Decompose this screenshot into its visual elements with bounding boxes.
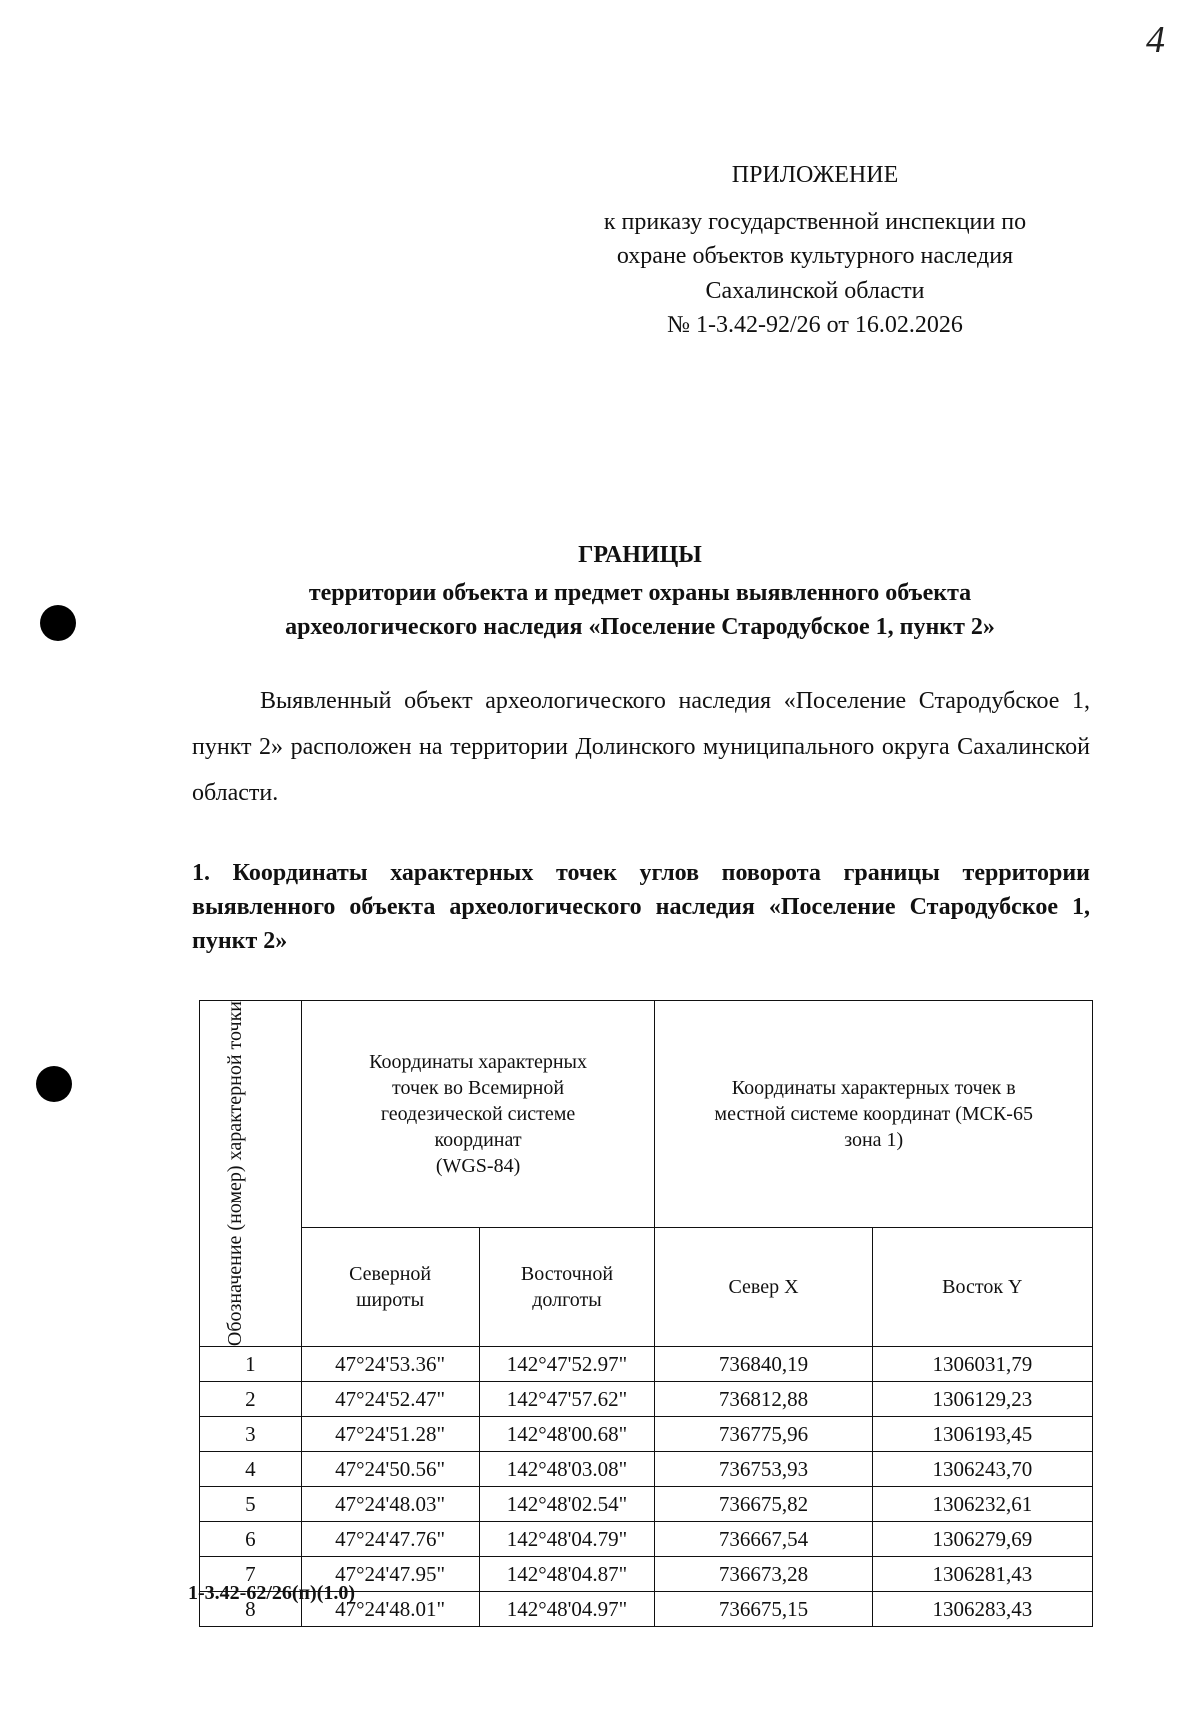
table-row	[200, 1382, 1093, 1417]
cell-longitude: 142°48'00.68"	[479, 1417, 655, 1452]
table-row	[200, 1347, 1093, 1382]
header-latitude	[301, 1228, 479, 1347]
punch-hole	[40, 605, 76, 641]
cell-longitude: 142°47'52.97"	[479, 1347, 655, 1382]
cell-east-y: 1306129,23	[872, 1382, 1092, 1417]
cell-point-number: 6	[200, 1522, 302, 1557]
cell-latitude: 47°24'53.36"	[301, 1347, 479, 1382]
page-number: 4	[1146, 19, 1165, 61]
appendix-order-number: № 1-3.42-92/26 от 16.02.2026	[667, 312, 963, 338]
appendix-title: ПРИЛОЖЕНИЕ	[731, 162, 899, 188]
cell-latitude: 47°24'47.76"	[301, 1522, 479, 1557]
header-wgs84-label: Координаты характерных точек во Всемирной геодезической системе координат	[369, 1051, 587, 1151]
appendix-line: Сахалинской области	[705, 277, 925, 304]
intro-paragraph: Выявленный объект археологического наследия «Поселение Стародубское 1, пункт 2» расположен на территории Долинского муниципального округа Сахалинской области.	[192, 688, 1090, 806]
cell-east-y: 1306193,45	[872, 1417, 1092, 1452]
table-row	[200, 1452, 1093, 1487]
table-row	[200, 1417, 1093, 1452]
cell-longitude: 142°48'03.08"	[479, 1452, 655, 1487]
heading-title: ГРАНИЦЫ	[578, 542, 702, 568]
cell-east-y: 1306281,43	[872, 1557, 1092, 1592]
cell-point-number: 2	[200, 1382, 302, 1417]
header-latitude-label: Северной широты	[349, 1263, 432, 1312]
header-longitude	[479, 1228, 655, 1347]
appendix-line: к приказу государственной инспекции по	[603, 208, 1027, 235]
table-row	[200, 1522, 1093, 1557]
cell-east-y: 1306232,61	[872, 1487, 1092, 1522]
cell-latitude: 47°24'48.03"	[301, 1487, 479, 1522]
cell-longitude: 142°47'57.62"	[479, 1382, 655, 1417]
cell-latitude: 47°24'48.01"	[301, 1592, 479, 1627]
cell-east-y: 1306031,79	[872, 1347, 1092, 1382]
appendix-line: охране объектов культурного наследия	[616, 243, 1014, 269]
cell-north-x: 736667,54	[655, 1522, 872, 1557]
cell-point-number: 8	[200, 1592, 302, 1627]
heading-line: территории объекта и предмет охраны выявленного объекта	[308, 580, 972, 606]
cell-point-number: 7	[200, 1557, 302, 1592]
cell-east-y: 1306243,70	[872, 1452, 1092, 1487]
appendix-block	[560, 158, 1070, 343]
cell-latitude: 47°24'51.28"	[301, 1417, 479, 1452]
header-wgs84	[301, 1001, 655, 1228]
cell-longitude: 142°48'04.79"	[479, 1522, 655, 1557]
header-wgs84-suffix: (WGS-84)	[435, 1155, 521, 1177]
cell-point-number: 1	[200, 1347, 302, 1382]
punch-hole	[36, 1066, 72, 1102]
cell-north-x: 736675,15	[655, 1592, 872, 1627]
header-longitude-label: Восточной долготы	[520, 1263, 614, 1312]
table-row	[200, 1487, 1093, 1522]
header-local-label: Координаты характерных точек в местной системе координат (МСК-65 зона 1)	[714, 1077, 1033, 1151]
section-title: 1. Координаты характерных точек углов поворота границы территории выявленного объекта археологического наследия «Поселение Стародубское 1, пункт 2»	[192, 860, 1090, 954]
cell-point-number: 5	[200, 1487, 302, 1522]
cell-point-number: 4	[200, 1452, 302, 1487]
coordinates-table	[199, 1000, 1093, 1627]
cell-north-x: 736753,93	[655, 1452, 872, 1487]
cell-east-y: 1306279,69	[872, 1522, 1092, 1557]
document-heading	[190, 538, 1090, 644]
cell-latitude: 47°24'47.95"	[301, 1557, 479, 1592]
cell-north-x: 736840,19	[655, 1347, 872, 1382]
cell-north-x: 736673,28	[655, 1557, 872, 1592]
cell-longitude: 142°48'04.87"	[479, 1557, 655, 1592]
header-north-x: Север X	[655, 1228, 872, 1347]
cell-north-x: 736812,88	[655, 1382, 872, 1417]
cell-latitude: 47°24'50.56"	[301, 1452, 479, 1487]
cell-east-y: 1306283,43	[872, 1592, 1092, 1627]
footer-document-code: 1-3.42-62/26(п)(1.0)	[188, 1582, 356, 1604]
header-point-number	[200, 1001, 302, 1347]
header-local-system	[655, 1001, 1093, 1228]
header-east-y: Восток Y	[872, 1228, 1092, 1347]
cell-north-x: 736775,96	[655, 1417, 872, 1452]
cell-point-number: 3	[200, 1417, 302, 1452]
cell-latitude: 47°24'52.47"	[301, 1382, 479, 1417]
heading-line: археологического наследия «Поселение Стародубское 1, пункт 2»	[285, 614, 995, 640]
cell-north-x: 736675,82	[655, 1487, 872, 1522]
cell-longitude: 142°48'04.97"	[479, 1592, 655, 1627]
cell-longitude: 142°48'02.54"	[479, 1487, 655, 1522]
header-point-number-label: Обозначение (номер) характерной точки	[224, 1001, 247, 1347]
